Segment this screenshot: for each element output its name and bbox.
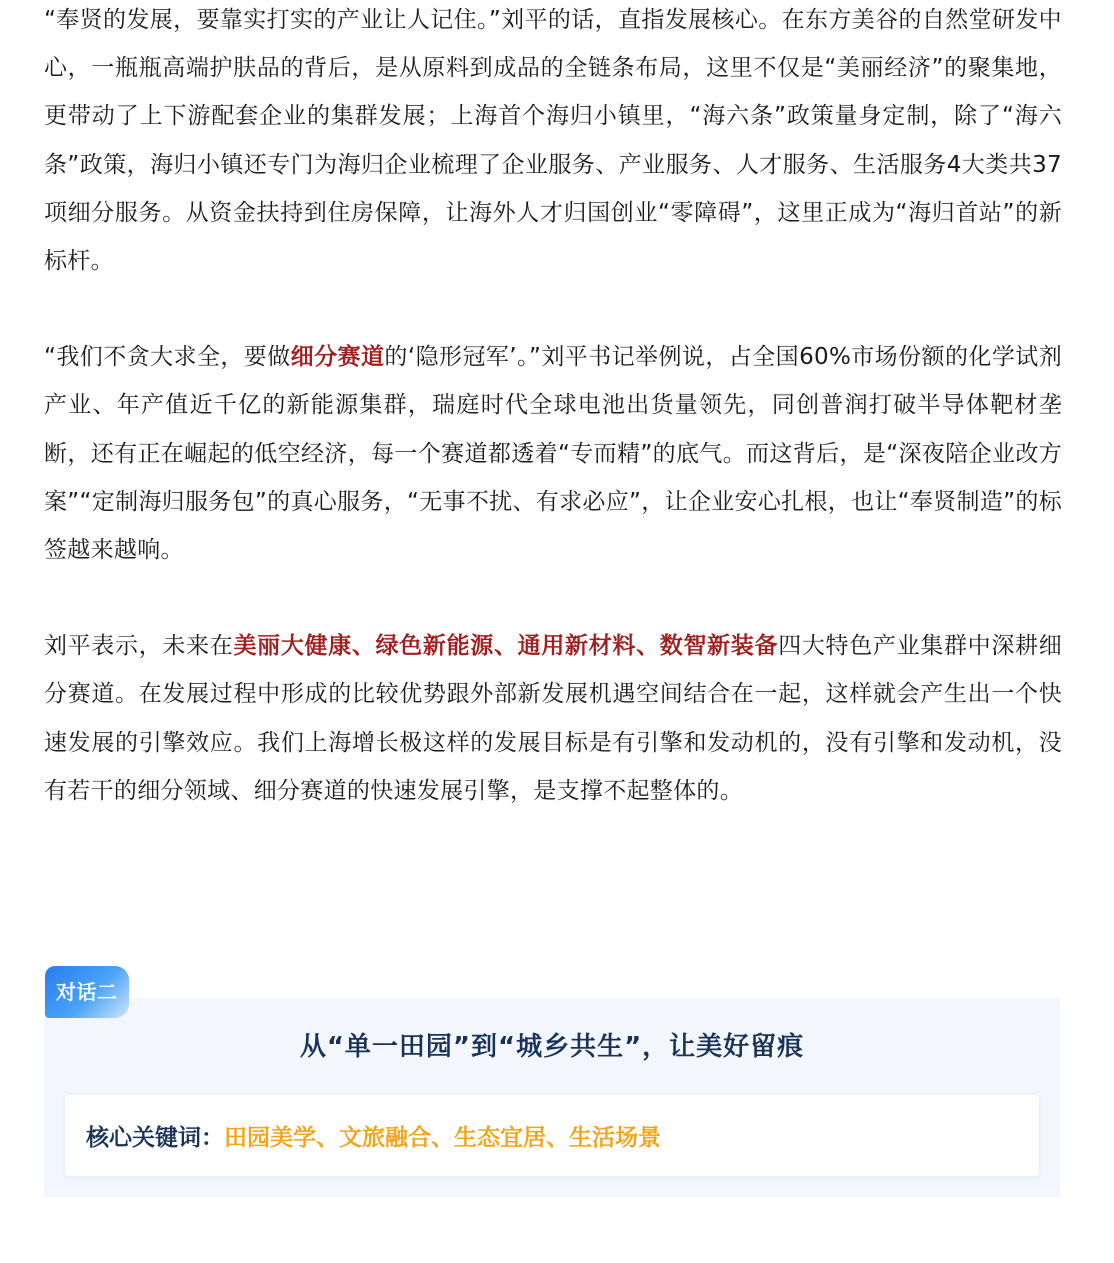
- keywords-values: 田园美学、文旅融合、生态宜居、生活场景: [224, 1125, 661, 1151]
- paragraph-2: [44, 333, 1062, 574]
- paragraph-1: “奉贤的发展，要靠实打实的产业让人记住。”刘平的话，直指发展核心。在东方美谷的自然堂研发中心，一瓶瓶高端护肤品的背后，是从原料到成品的全链条布局，这里不仅是“美丽经济”的聚集地，更带动了上下游配套企业的集群发展；上海首个海归小镇里，“海六条”政策量身定制，除了“海六条”政策，海归小镇还专门为海归企业梳理了企业服务、产业服务、人才服务、生活服务4大类共37项细分服务。从资金扶持到住房保障，让海外人才归国创业“零障碍”，这里正成为“海归首站”的新标杆。: [44, 7, 1062, 275]
- paragraph-3-text-end: 四大特色产业集群中深耕细分赛道。在发展过程中形成的比较优势跟外部新发展机遇空间结合在一起，这样就会产生出一个快速发展的引擎效应。我们上海增长极这样的发展目标是有引擎和发动机的，没有引擎和发动机，没有若干的细分领域、细分赛道的快速发展引擎，是支撑不起整体的。: [44, 633, 1062, 804]
- keywords-line: [86, 1119, 661, 1152]
- keywords-label: 核心关键词：: [86, 1125, 224, 1151]
- dialogue-title: 从“单一田园”到“城乡共生”，让美好留痕: [299, 1032, 805, 1062]
- article-body: [44, 0, 1062, 815]
- paragraph-2-text-end: 的‘隐形冠军’。”刘平书记举例说，占全国60%市场份额的化学试剂产业、年产值近千亿的新能源集群，瑞庭时代全球电池出货量领先，同创普润打破半导体靶材垄断，还有正在崛起的低空经济，每一个赛道都透着“专而精”的底气。而这背后，是“深夜陪企业改方案”“定制海归服务包”的真心服务，“无事不扰、有求必应”，让企业安心扎根，也让“奉贤制造”的标签越来越响。: [44, 344, 1062, 564]
- dialogue-card: [44, 998, 1060, 1197]
- paragraph-2-text-start: “我们不贪大求全，要做: [44, 344, 291, 371]
- keywords-box: [65, 1095, 1039, 1176]
- paragraph-2-highlight: 细分赛道: [290, 344, 385, 371]
- paragraph-3: [44, 622, 1062, 815]
- paragraph-3-highlight: 美丽大健康、绿色新能源、通用新材料、数智新装备: [233, 633, 779, 660]
- dialogue-tag-badge: 对话二: [45, 966, 129, 1018]
- paragraph-3-text-start: 刘平表示，未来在: [44, 633, 234, 660]
